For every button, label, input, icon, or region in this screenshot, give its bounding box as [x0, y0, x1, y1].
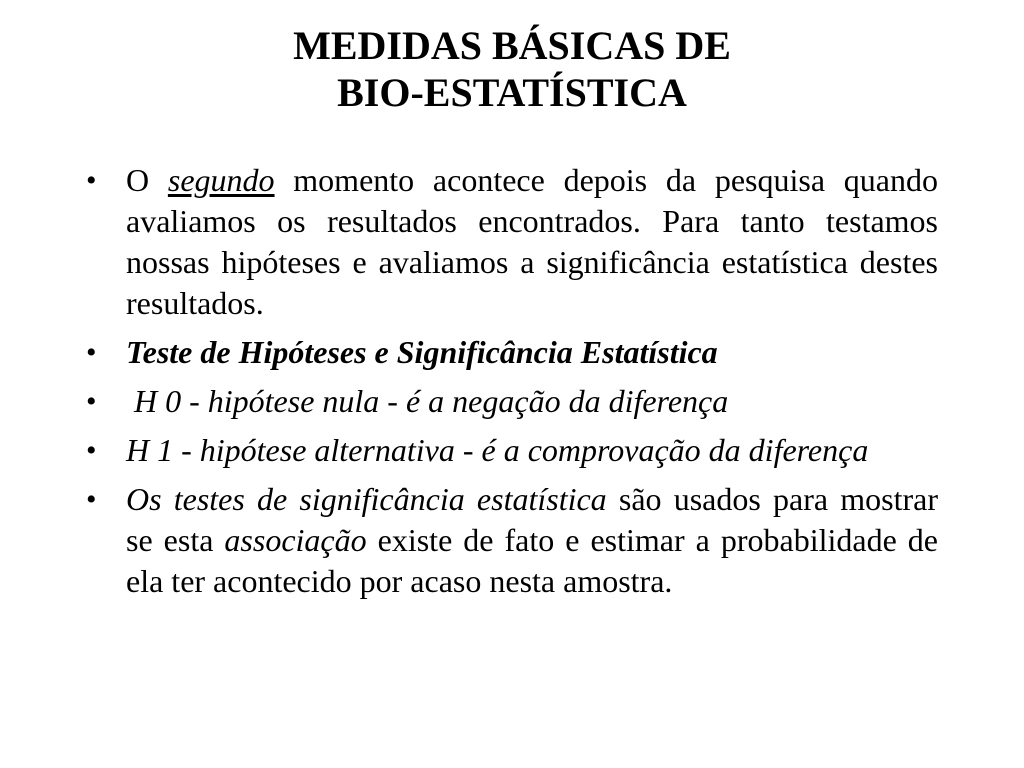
bullet-1-post: momento acontece depois da pesquisa quando avaliamos os resultados encontrados. Para tanto testamos nossas hipóteses e avaliamos a significância estatística destes resultados. [126, 162, 939, 321]
bullet-h1 [86, 430, 938, 471]
bullet-list [86, 160, 938, 610]
bullet-significance-tests [86, 479, 938, 602]
bullet-1-pre: O [126, 162, 168, 198]
bullet-1-emphasis: segundo [167, 162, 275, 198]
bullet-hypothesis-test [86, 332, 938, 373]
slide-title [0, 22, 1024, 116]
bullet-h0 [86, 381, 938, 422]
bullet-2-text: Teste de Hipóteses e Significância Estatística [126, 334, 718, 370]
title-line-1: MEDIDAS BÁSICAS DE [293, 23, 731, 68]
bullet-second-moment [86, 160, 938, 324]
bullet-5-emphasis-2: associação [224, 522, 367, 558]
title-line-2: BIO-ESTATÍSTICA [337, 70, 687, 115]
bullet-5-mid: são usados para mostrar se esta [126, 481, 939, 558]
bullet-4-text: H 1 - hipótese alternativa - é a comprovação da diferença [126, 432, 869, 468]
bullet-5-emphasis-1: Os testes de significância estatística [126, 481, 607, 517]
bullet-3-text: H 0 - hipótese nula - é a negação da diferença [126, 383, 729, 419]
bullet-5-post: existe de fato e estimar a probabilidade de ela ter acontecido por acaso nesta amostra. [126, 522, 939, 599]
